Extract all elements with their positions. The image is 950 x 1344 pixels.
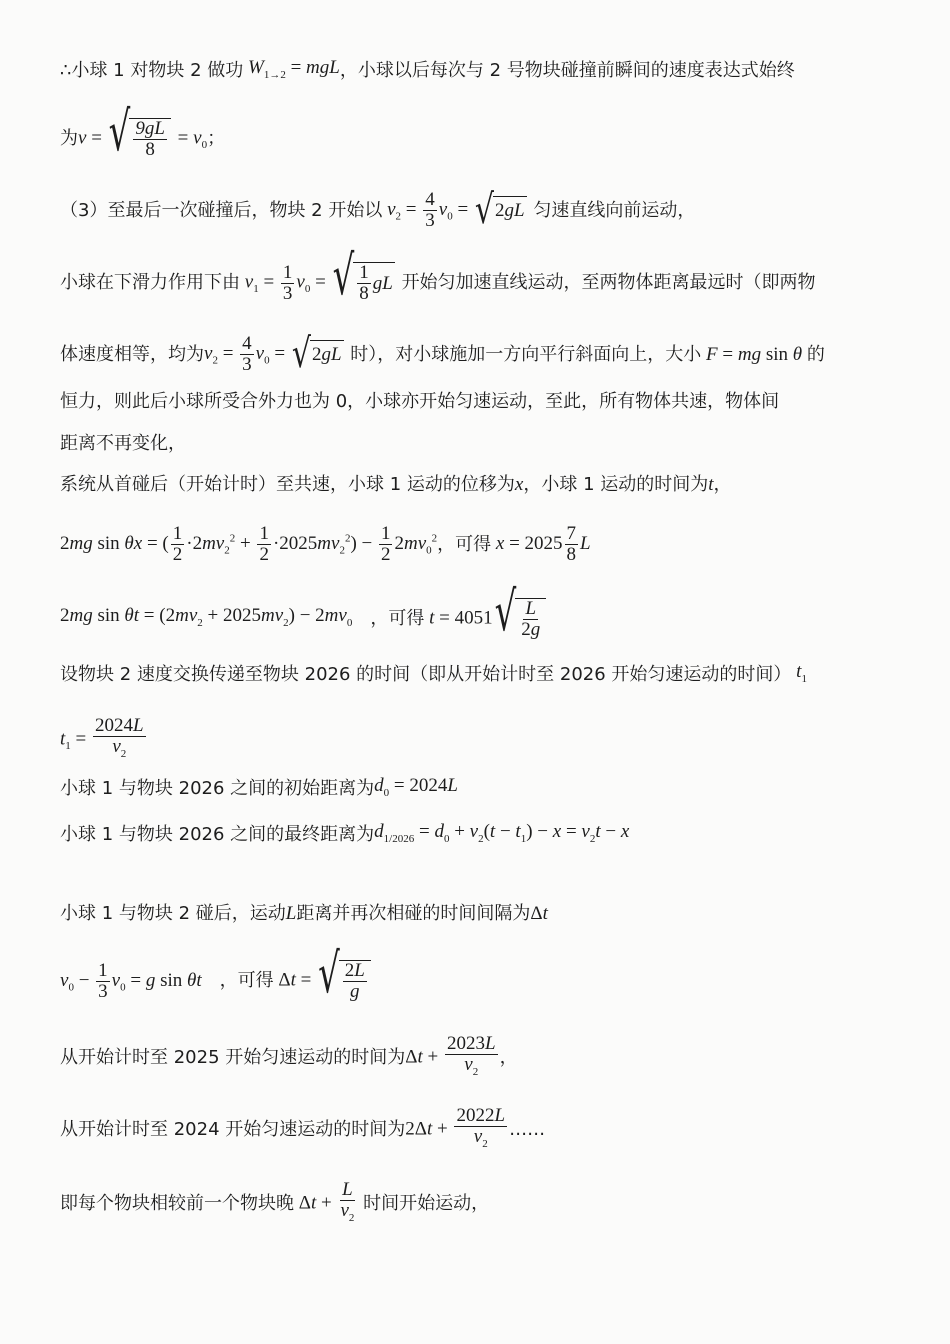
line-8 xyxy=(60,473,910,497)
line-6 xyxy=(60,390,910,414)
line-4 xyxy=(60,244,910,309)
text: ， xyxy=(499,1046,518,1068)
text: 小球在下滑力作用下由 xyxy=(60,272,240,293)
text: 系统从首碰后（开始计时）至共速，小球 1 运动的位移为 xyxy=(60,474,515,495)
text: 时），对小球施加一方向平行斜面向上，大小 xyxy=(350,343,702,365)
formula-momentum: 2mg $\sin \theta t = (2mv_2 + 2025mv_2) - 2mv_0$ xyxy=(60,604,353,629)
text: ，小球以后每次与 2 号物块碰撞前瞬间的速度表达式始终 xyxy=(339,60,795,82)
formula-work: $W_{1\to 2}$ = mgL xyxy=(243,57,340,81)
text: 距离不再变化， xyxy=(60,433,186,454)
text: 即每个物块相较前一个物块晚 xyxy=(60,1192,294,1214)
formula-t1: $t_1$ = $\frac{2024L}{v_2}$ xyxy=(60,715,144,760)
var-t1: $t_1$ xyxy=(791,661,807,685)
text: ∴小球 1 对物块 2 做功 xyxy=(60,60,244,82)
text: 的 xyxy=(806,343,825,365)
line-15 xyxy=(60,902,910,926)
text: ， xyxy=(713,474,732,495)
formula-delay: Δt + $\frac{L}{v_2}$ xyxy=(298,1179,355,1224)
var-dt: Δt xyxy=(530,903,548,924)
text: ，小球 1 运动的时间为 xyxy=(523,474,709,495)
line-2 xyxy=(60,100,910,165)
line-19 xyxy=(60,1180,910,1228)
var-x: x xyxy=(514,474,524,495)
formula-x: x = 2025 $\frac{7}{8}$ L xyxy=(491,523,591,565)
text: 匀速直线向前运动， xyxy=(533,199,696,221)
line-17 xyxy=(60,1034,910,1082)
formula-force: F = mg sin θ xyxy=(701,343,807,365)
line-13 xyxy=(60,774,910,805)
var-L: L xyxy=(285,903,297,924)
text: ，可得 xyxy=(437,533,492,555)
formula-v2b: $v_2$ = $\frac{4}{3}$ $v_0$ = √ 2 gL xyxy=(204,330,342,378)
line-7 xyxy=(60,432,910,456)
text: （3）至最后一次碰撞后，物块 2 开始以 xyxy=(60,199,383,221)
formula-v2: $v_2$ = $\frac{4}{3}$ $v_0$ = √ 2 gL xyxy=(382,186,525,234)
text: 恒力，则此后小球所受合外力也为 0，小球亦开始匀速运动，至此，所有物体共速，物体间 xyxy=(60,391,780,412)
line-11 xyxy=(60,660,910,691)
formula-d0: $d_0 = 2024L$ xyxy=(374,775,458,799)
line-18 xyxy=(60,1106,910,1154)
text: 设物块 2 速度交换传递至物块 2026 的时间（即从开始计时至 2026 开始匀速运动的时间） xyxy=(60,664,792,686)
text: 小球 1 与物块 2026 之间的初始距离为 xyxy=(60,778,375,800)
line-10 xyxy=(60,580,910,645)
text: 从开始计时至 2024 开始匀速运动的时间为 xyxy=(60,1118,406,1140)
line-9 xyxy=(60,524,910,565)
line-12 xyxy=(60,716,910,764)
formula-t2025: Δt + $\frac{2023L}{v_2}$ xyxy=(405,1033,496,1078)
formula-v1: $v_1$ = $\frac{1}{3}$ $v_0$ = √ $\frac{1}{8}$ gL xyxy=(240,244,393,309)
formula-dt: Δt = √ $\frac{2L}{g}$ xyxy=(274,960,373,1002)
line-14 xyxy=(60,820,910,851)
text: 时间开始运动， xyxy=(363,1192,490,1214)
text: 距离并再次相碰的时间间隔为 xyxy=(296,903,531,924)
text: 从开始计时至 2025 开始匀速运动的时间为 xyxy=(60,1046,406,1068)
formula-dv: $v_0$ − $\frac{1}{3}$ $v_0 = g$ sin θt xyxy=(60,959,202,1002)
formula-t2024: 2Δt + $\frac{2022L}{v_2}$ xyxy=(405,1105,506,1150)
text: 小球 1 与物块 2026 之间的最终距离为 xyxy=(60,824,375,846)
line-1 xyxy=(60,56,910,87)
var-t: t xyxy=(708,474,714,495)
text: 小球 1 与物块 2 碰后，运动 xyxy=(60,903,286,924)
formula-energy: 2mg sin θx = ( $\frac{1}{2}$ $\cdot 2mv_2^2$ + $\frac{1}{2}$ $\cdot 2025mv_2^2$) − $\frac{1}{2}$ $2mv_0^2$ xyxy=(60,523,438,565)
line-3 xyxy=(60,186,910,234)
text: ，可得 xyxy=(370,608,425,629)
formula-dfinal: $d_{1/2026} = d_0 + v_2(t - t_1) - x = v_2t - x$ xyxy=(374,821,630,845)
text: ，可得 xyxy=(219,970,274,991)
text: ； xyxy=(207,128,226,149)
line-16 xyxy=(60,942,910,1007)
text: 体速度相等，均为 xyxy=(60,343,204,365)
text: 开始匀加速直线运动，至两物体距离最远时（即两物 xyxy=(401,272,816,293)
text: 为 xyxy=(60,128,78,149)
formula-v: v = √ $\frac{9gL}{8}$ = $v_0$ xyxy=(78,100,208,165)
text: …… xyxy=(509,1118,546,1140)
line-5 xyxy=(60,330,910,378)
formula-t: t = 4051 √ $\frac{L}{2g}$ xyxy=(424,598,548,640)
